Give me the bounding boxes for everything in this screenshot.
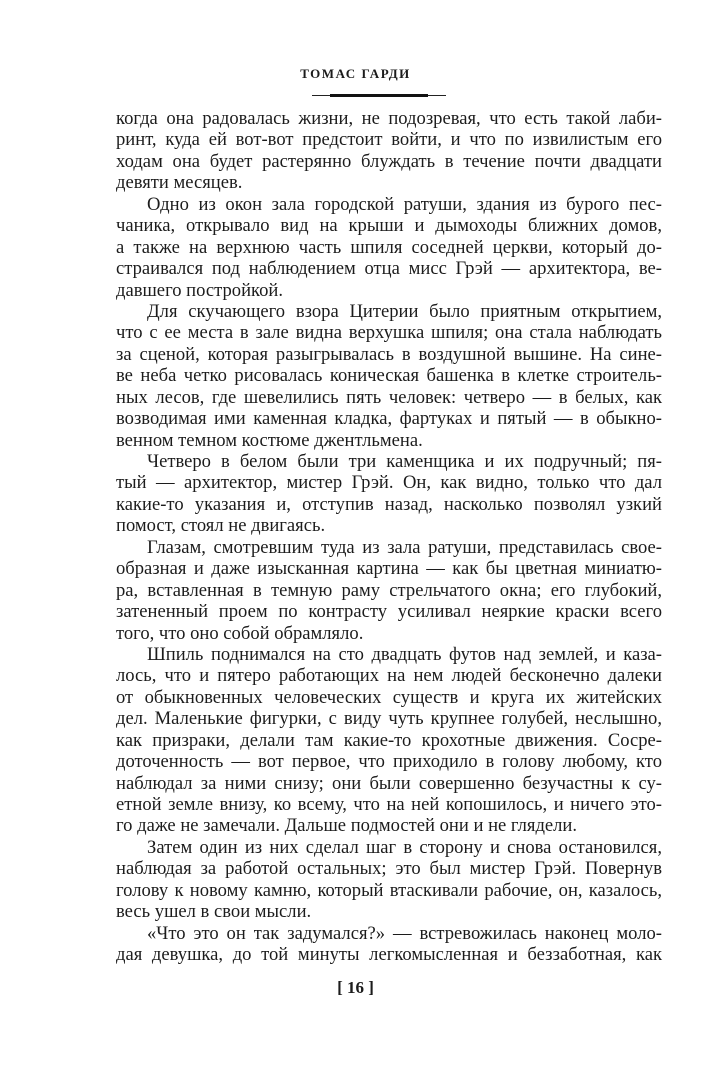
paragraph — [116, 451, 662, 537]
text-line: ходам она будет растерянно блуждать в течение почти двадцати — [116, 150, 662, 172]
text-line: го даже не замечали. Дальше подмостей они и не глядели. — [116, 815, 578, 837]
text-line: за сценой, которая разыгрывалась в воздушной вышине. На сине- — [116, 343, 662, 365]
text-line: Для скучающего взора Цитерии было приятным открытием, — [147, 300, 662, 322]
text-line: Затем один из них сделал шаг в сторону и снова остановился, — [147, 836, 662, 858]
text-line: ве неба четко рисовалась коническая башенка в клетке строитель- — [116, 365, 662, 387]
text-line: затененный проем по контрасту усиливал неяркие краски всего — [116, 601, 662, 623]
paragraph — [116, 644, 662, 837]
text-line: образная и даже изысканная картина — как бы цветная миниатю- — [116, 558, 662, 580]
text-line: от обыкновенных человеческих существ и круга их житейских — [116, 686, 662, 708]
text-line: Одно из окон зала городской ратуши, здания из бурого пес- — [147, 193, 662, 215]
header-rule-accent — [330, 94, 428, 97]
text-line: Четверо в белом были три каменщика и их подручный; пя- — [147, 451, 662, 472]
paragraph — [116, 537, 662, 644]
text-line: когда она радовалась жизни, не подозревая, что есть такой лаби- — [116, 108, 662, 129]
text-line: дел. Маленькие фигурки, с виду чуть крупнее голубей, неслышно, — [116, 708, 662, 730]
paragraph — [116, 301, 662, 451]
text-line: етной земле внизу, ко всему, что на ней копошилось, и ничего это- — [116, 794, 662, 815]
text-line: что с ее места в зале видна верхушка шпиля; она стала наблюдать — [116, 322, 662, 344]
text-line: голову к новому камню, который втаскивали рабочие, он, казалось, — [116, 879, 662, 901]
paragraph — [116, 923, 662, 966]
text-line: тый — архитектор, мистер Грэй. Он, как видно, только что дал — [116, 472, 662, 494]
text-line: весь ушел в свои мысли. — [116, 901, 312, 923]
text-line: а также на верхнюю часть шпиля соседней церкви, который до- — [116, 236, 662, 258]
text-line: давшего постройкой. — [116, 279, 284, 301]
text-line: лось, что и пятеро работающих на нем людей бесконечно далеки — [116, 665, 662, 687]
text-line: ра, вставленная в темную раму стрельчатого окна; его глубокий, — [116, 579, 662, 601]
paragraph — [116, 194, 662, 301]
body-text — [116, 108, 662, 966]
paragraph — [116, 837, 662, 923]
text-line: помост, стоял не двигаясь. — [116, 515, 326, 537]
text-line: чаника, открывало вид на крыши и дымоходы ближних домов, — [116, 215, 662, 237]
text-line: наблюдал за ними снизу; они были совершенно безучастны к су- — [116, 772, 662, 794]
text-line: ных лесов, где шевелились пять человек: четверо — в белых, как — [116, 386, 662, 408]
text-line: Шпиль поднимался на сто двадцать футов над землей, и каза- — [147, 643, 662, 665]
text-line: «Что это он так задумался?» — встревожилась наконец моло- — [147, 922, 662, 944]
text-line: как призраки, делали там какие-то крохотные движения. Сосре- — [116, 729, 662, 751]
text-line: венном темном костюме джентльмена. — [116, 429, 423, 451]
running-head: ТОМАС ГАРДИ — [300, 66, 411, 81]
text-line: Глазам, смотревшим туда из зала ратуши, представилась свое- — [147, 536, 662, 558]
text-line: дая девушка, до той минуты легкомысленная и беззаботная, как — [116, 944, 662, 966]
text-line: наблюдая за работой остальных; это был мистер Грэй. Повернув — [116, 858, 662, 880]
text-line: страивался под наблюдением отца мисс Грэй — архитектора, ве- — [116, 258, 662, 280]
paragraph — [116, 108, 662, 194]
text-line: ринт, куда ей вот-вот предстоит войти, и что по извилистым его — [116, 129, 662, 151]
page-number: [ 16 ] — [337, 978, 374, 997]
text-line: доточенность — вот первое, что приходило в голову любому, кто — [116, 751, 662, 773]
text-line: того, что оно собой обрамляло. — [116, 622, 364, 644]
text-line: возводимая ими каменная кладка, фартуках и пятый — в обыкно- — [116, 408, 662, 430]
text-line: девяти месяцев. — [116, 172, 243, 194]
text-line: какие-то указания и, отступив назад, насколько позволял узкий — [116, 493, 662, 515]
